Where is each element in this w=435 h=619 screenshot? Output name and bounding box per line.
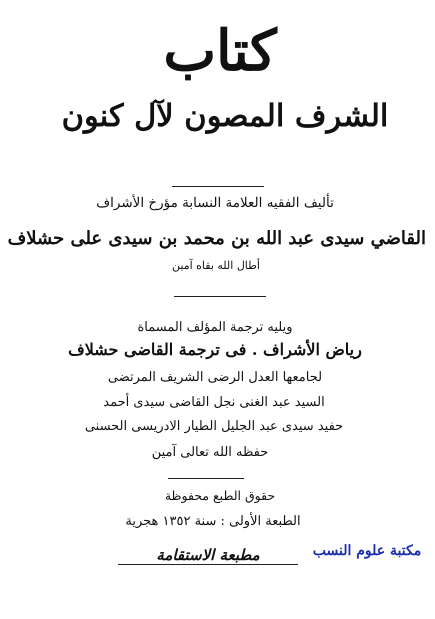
copyright-notice: حقوق الطبع محفوظة xyxy=(164,488,276,503)
compiler-line-1: لجامعها العدل الرضى الشريف المرتضى xyxy=(107,370,323,385)
compiler-blessing: حفظه الله تعالى آمين xyxy=(151,445,269,460)
press-underline xyxy=(118,564,298,565)
kitab-heading: كتاب xyxy=(163,18,277,84)
divider-top xyxy=(172,186,264,187)
author-blessing: أطال الله بقاه آمين xyxy=(172,259,260,272)
compiler-line-3: حفيد سيدى عبد الجليل الطيار الادريسى الحسنى xyxy=(84,419,344,434)
appendix-title: رياض الأشراف . فى ترجمة القاضى حشلاف xyxy=(68,340,362,359)
edition-info: الطبعة الأولى : سنة ١٣٥٢ هجرية xyxy=(125,514,301,529)
appendix-intro: ويليه ترجمة المؤلف المسماة xyxy=(137,320,293,335)
compiler-line-2: السيد عبد الغنى نجل القاضى سيدى أحمد xyxy=(103,395,325,410)
press-name: مطبعة الاستقامة xyxy=(156,546,260,564)
library-watermark: مكتبة علوم النسب xyxy=(312,543,422,559)
author-name: القاضي سيدى عبد الله بن محمد بن سيدى على حشلاف xyxy=(7,228,426,249)
divider-bottom xyxy=(168,478,244,479)
divider-middle xyxy=(174,296,266,297)
author-description: تأليف الفقيه العلامة النسابة مؤرخ الأشراف xyxy=(96,195,334,211)
book-title: الشرف المصون لآل كنون xyxy=(61,98,389,134)
